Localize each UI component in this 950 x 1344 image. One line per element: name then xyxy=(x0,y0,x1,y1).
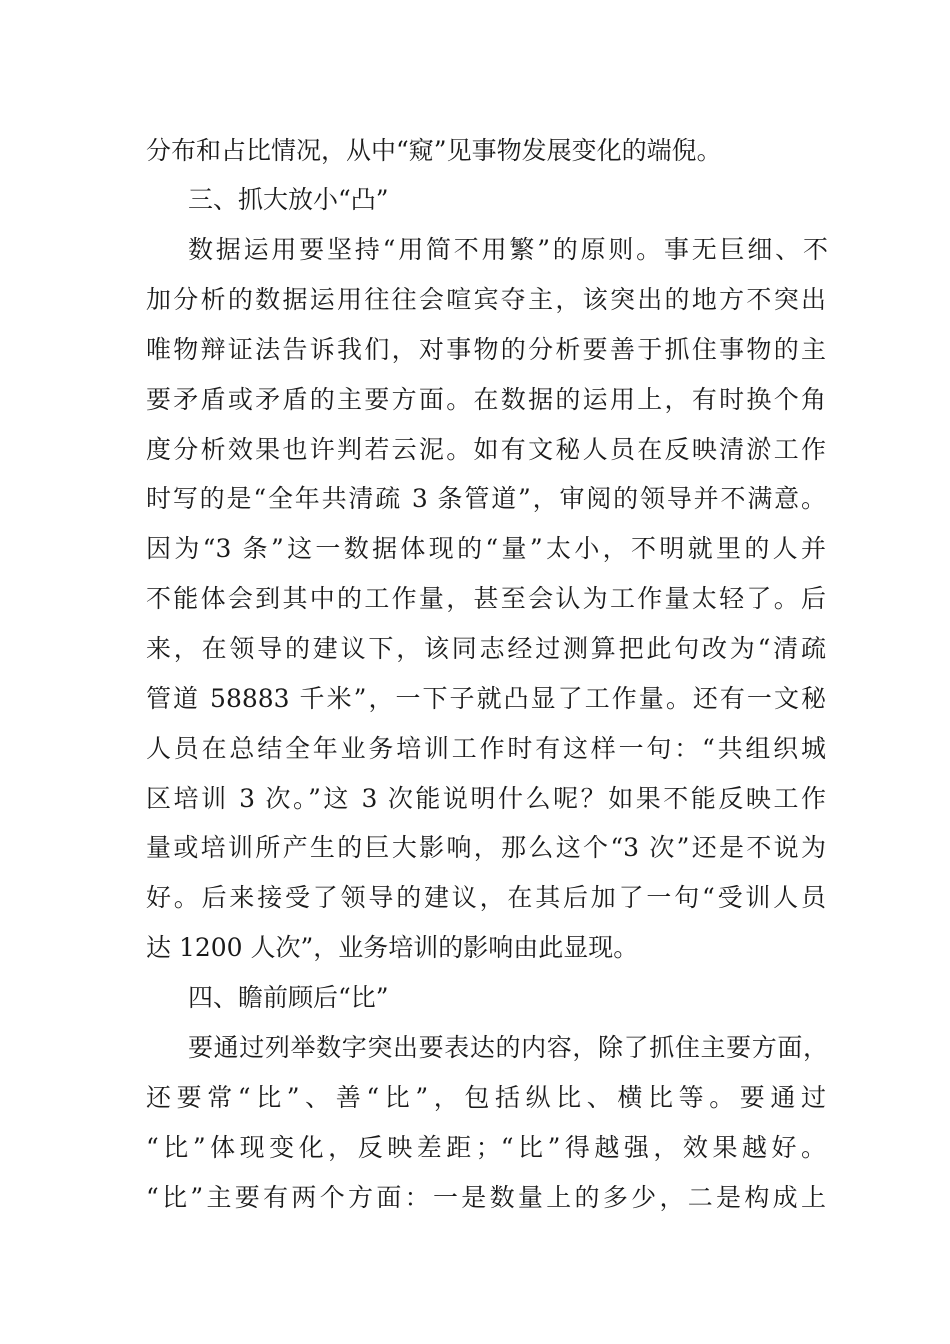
text-line-14: 区培训 3 次。”这 3 次能说明什么呢？如果不能反映工作 xyxy=(146,784,826,813)
text-line-19: 要通过列举数字突出要表达的内容，除了抓住主要方面， xyxy=(188,1033,828,1062)
text-line-5: 唯物辩证法告诉我们，对事物的分析要善于抓住事物的主 xyxy=(146,335,826,364)
text-line-6: 要矛盾或矛盾的主要方面。在数据的运用上，有时换个角 xyxy=(146,385,826,414)
text-line-12: 管道 58883 千米”，一下子就凸显了工作量。还有一文秘 xyxy=(146,684,826,713)
text-line-7: 度分析效果也许判若云泥。如有文秘人员在反映清淤工作 xyxy=(146,435,826,464)
text-line-9: 因为“3 条”这一数据体现的“量”太小，不明就里的人并 xyxy=(146,534,826,563)
text-line-17: 达 1200 人次”，业务培训的影响由此显现。 xyxy=(146,933,639,962)
text-line-10: 不能体会到其中的工作量，甚至会认为工作量太轻了。后 xyxy=(146,584,826,613)
text-line-1: 分布和占比情况，从中“窥”见事物发展变化的端倪。 xyxy=(146,136,722,165)
text-line-4: 加分析的数据运用往往会喧宾夺主，该突出的地方不突出 xyxy=(146,285,826,314)
section-heading-3: 三、抓大放小“凸” xyxy=(188,185,389,214)
text-line-21: “比”体现变化，反映差距；“比”得越强，效果越好。 xyxy=(146,1133,826,1162)
text-line-11: 来，在领导的建议下，该同志经过测算把此句改为“清疏 xyxy=(146,634,826,663)
section-heading-4: 四、瞻前顾后“比” xyxy=(188,983,389,1012)
text-line-15: 量或培训所产生的巨大影响，那么这个“3 次”还是不说为 xyxy=(146,833,826,862)
text-line-22: “比”主要有两个方面：一是数量上的多少，二是构成上 xyxy=(146,1183,826,1212)
text-line-3: 数据运用要坚持“用简不用繁”的原则。事无巨细、不 xyxy=(188,235,828,264)
text-line-8: 时写的是“全年共清疏 3 条管道”，审阅的领导并不满意。 xyxy=(146,484,826,513)
text-line-20: 还要常“比”、善“比”，包括纵比、横比等。要通过 xyxy=(146,1083,826,1112)
text-line-13: 人员在总结全年业务培训工作时有这样一句：“共组织城 xyxy=(146,734,826,763)
text-line-16: 好。后来接受了领导的建议，在其后加了一句“受训人员 xyxy=(146,883,826,912)
